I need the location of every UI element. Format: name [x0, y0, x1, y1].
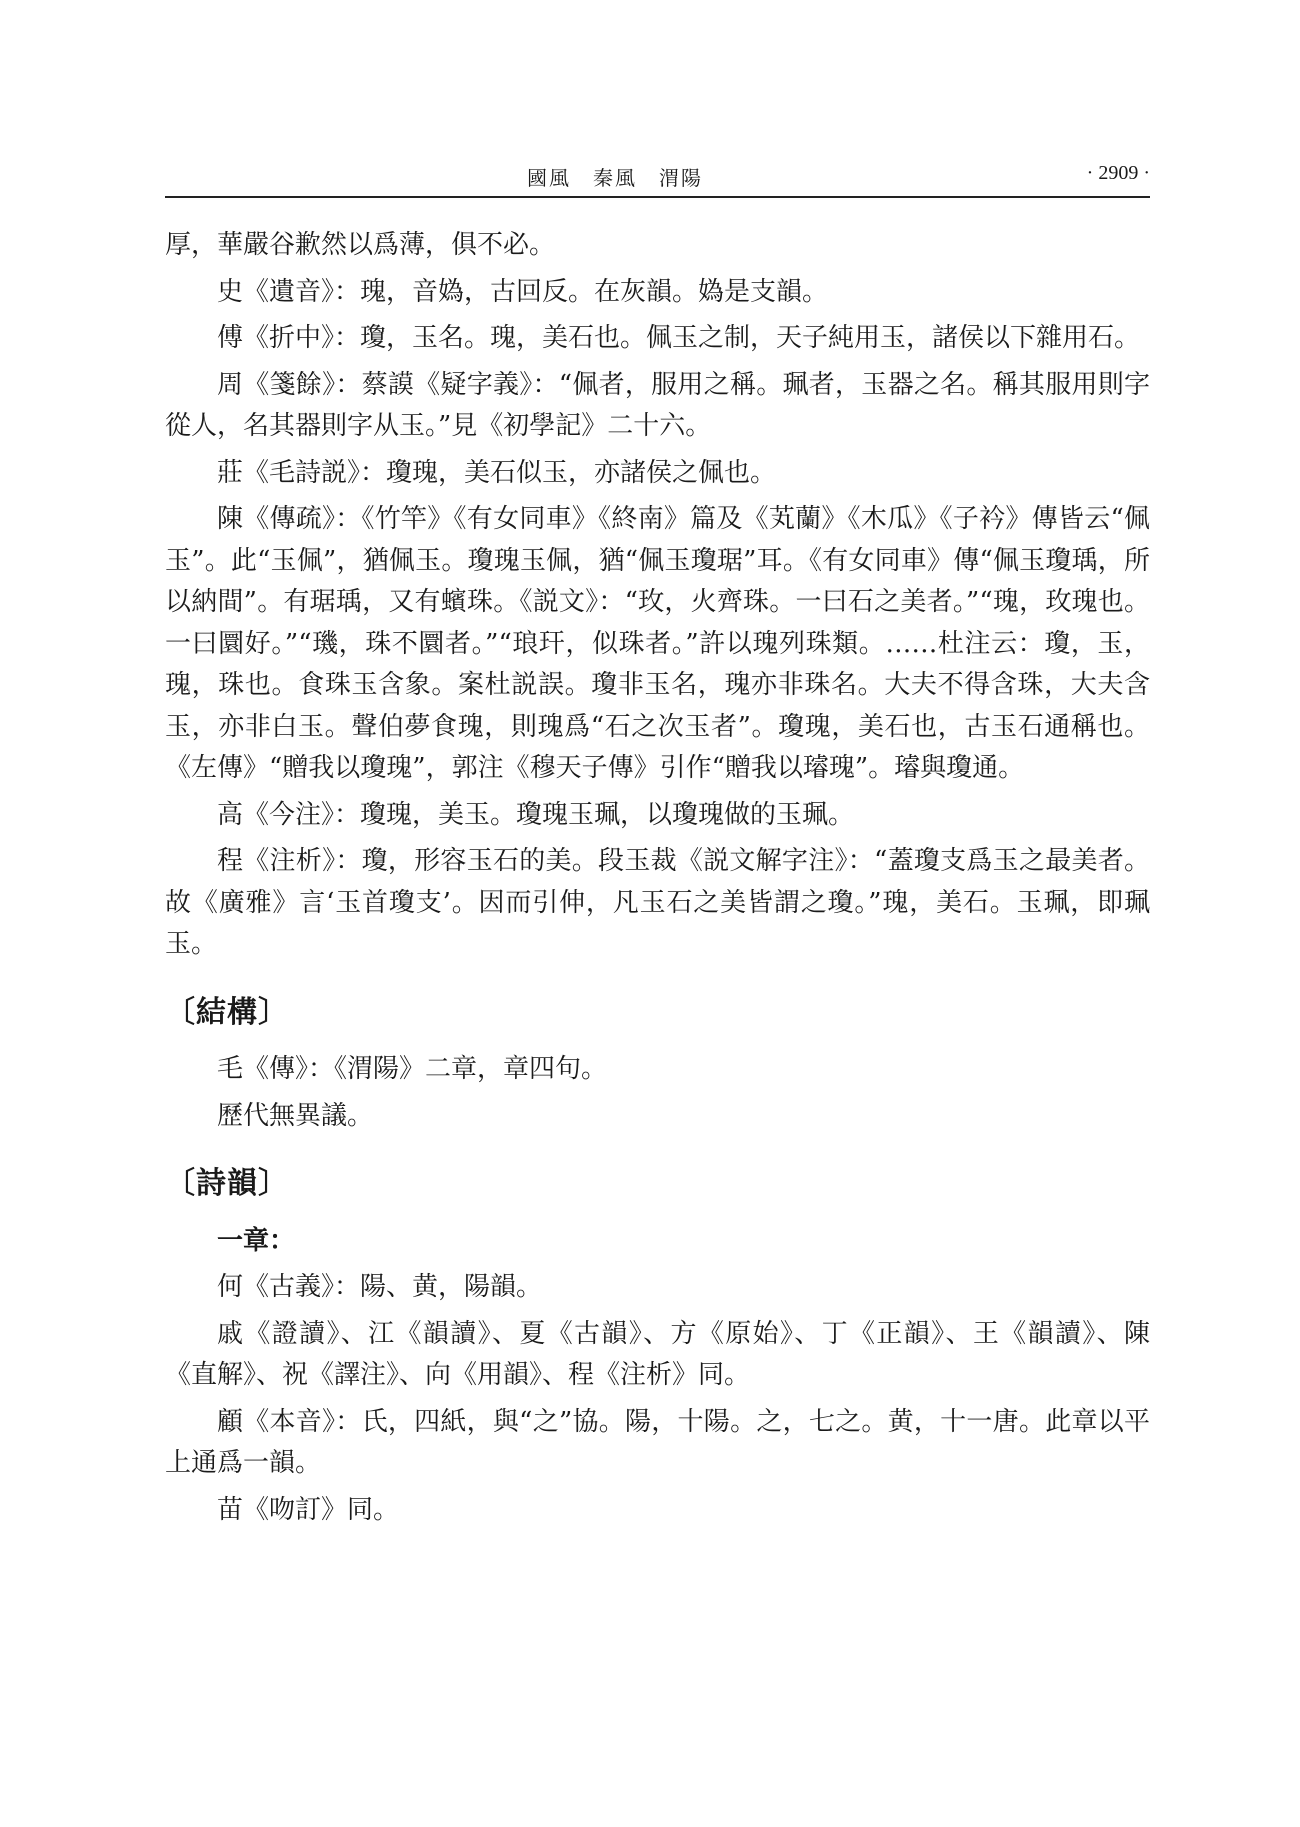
- paragraph: 顧《本音》：氏，四紙，與“之”協。陽，十陽。之，七之。黄，十一唐。此章以平上通爲一韻。: [165, 1406, 1150, 1478]
- page-number: · 2909 ·: [1086, 162, 1150, 184]
- main-text: [165, 225, 1150, 1536]
- running-header: [165, 160, 1150, 190]
- subheading-chapter-one: 一章：: [217, 1225, 296, 1256]
- paragraph: 莊《毛詩説》：瓊瑰，美石似玉，亦諸侯之佩也。: [217, 457, 777, 488]
- paragraph: 史《遺音》：瑰，音媯，古回反。在灰韻。媯是支韻。: [217, 276, 829, 307]
- paragraph: 歷代無異議。: [217, 1100, 374, 1131]
- section-heading-structure: 〔結構〕: [165, 994, 289, 1030]
- paragraph: 周《箋餘》：蔡謨《疑字義》：“佩者，服用之稱。珮者，玉器之名。稱其服用則字從人，名其器則字从玉。”見《初學記》二十六。: [165, 369, 1150, 441]
- paragraph: 何《古義》：陽、黄，陽韻。: [217, 1272, 543, 1302]
- section-heading-rhyme: 〔詩韻〕: [165, 1166, 289, 1201]
- header-rule: [165, 196, 1150, 198]
- paragraph: 陳《傳疏》：《竹竿》《有女同車》《終南》篇及《芄蘭》《木瓜》《子衿》傳皆云“佩玉”。此“玉佩”，猶佩玉。瓊瑰玉佩，猶“佩玉瓊琚”耳。《有女同車》傳“佩玉瓊瑀，所以納間”。有琚瑀，又有蠙珠。《説文》：“玫，火齊珠。一曰石之美者。”“瑰，玫瑰也。一曰圜好。”“璣，珠不圜者。”“琅玕，似珠者。”許以瑰列珠類。……杜注云：瓊，玉，瑰，珠也。食珠玉含象。案杜説誤。瓊非玉名，瑰亦非珠名。大夫不得含珠，大夫含玉，亦非白玉。聲伯夢食瑰，則瑰爲“石之次玉者”。瓊瑰，美石也，古玉石通稱也。《左傳》“贈我以瓊瑰”，郭注《穆天子傳》引作“贈我以璿瑰”。璿與瓊通。: [165, 504, 1150, 783]
- header-title: 國風 秦風 渭陽: [527, 166, 703, 190]
- paragraph: 戚《證讀》、江《韻讀》、夏《古韻》、方《原始》、丁《正韻》、王《韻讀》、陳《直解》、祝《譯注》、向《用韻》、程《注析》同。: [165, 1318, 1150, 1390]
- paragraph: 程《注析》：瓊，形容玉石的美。段玉裁《説文解字注》：“蓋瓊支爲玉之最美者。故《廣雅》言‘玉首瓊支’。因而引伸，凡玉石之美皆謂之瓊。”瑰，美石。玉珮，即珮玉。: [165, 846, 1150, 959]
- paragraph: 高《今注》：瓊瑰，美玉。瓊瑰玉珮，以瓊瑰做的玉珮。: [217, 799, 855, 830]
- paragraph: 毛《傳》：《渭陽》二章，章四句。: [217, 1054, 608, 1084]
- paragraph: 厚，華嚴谷歉然以爲薄，俱不必。: [165, 230, 556, 260]
- paragraph: 傅《折中》：瓊，玉名。瑰，美石也。佩玉之制，天子純用玉，諸侯以下雜用石。: [217, 323, 1141, 353]
- paragraph: 苗《吻訂》同。: [217, 1494, 400, 1525]
